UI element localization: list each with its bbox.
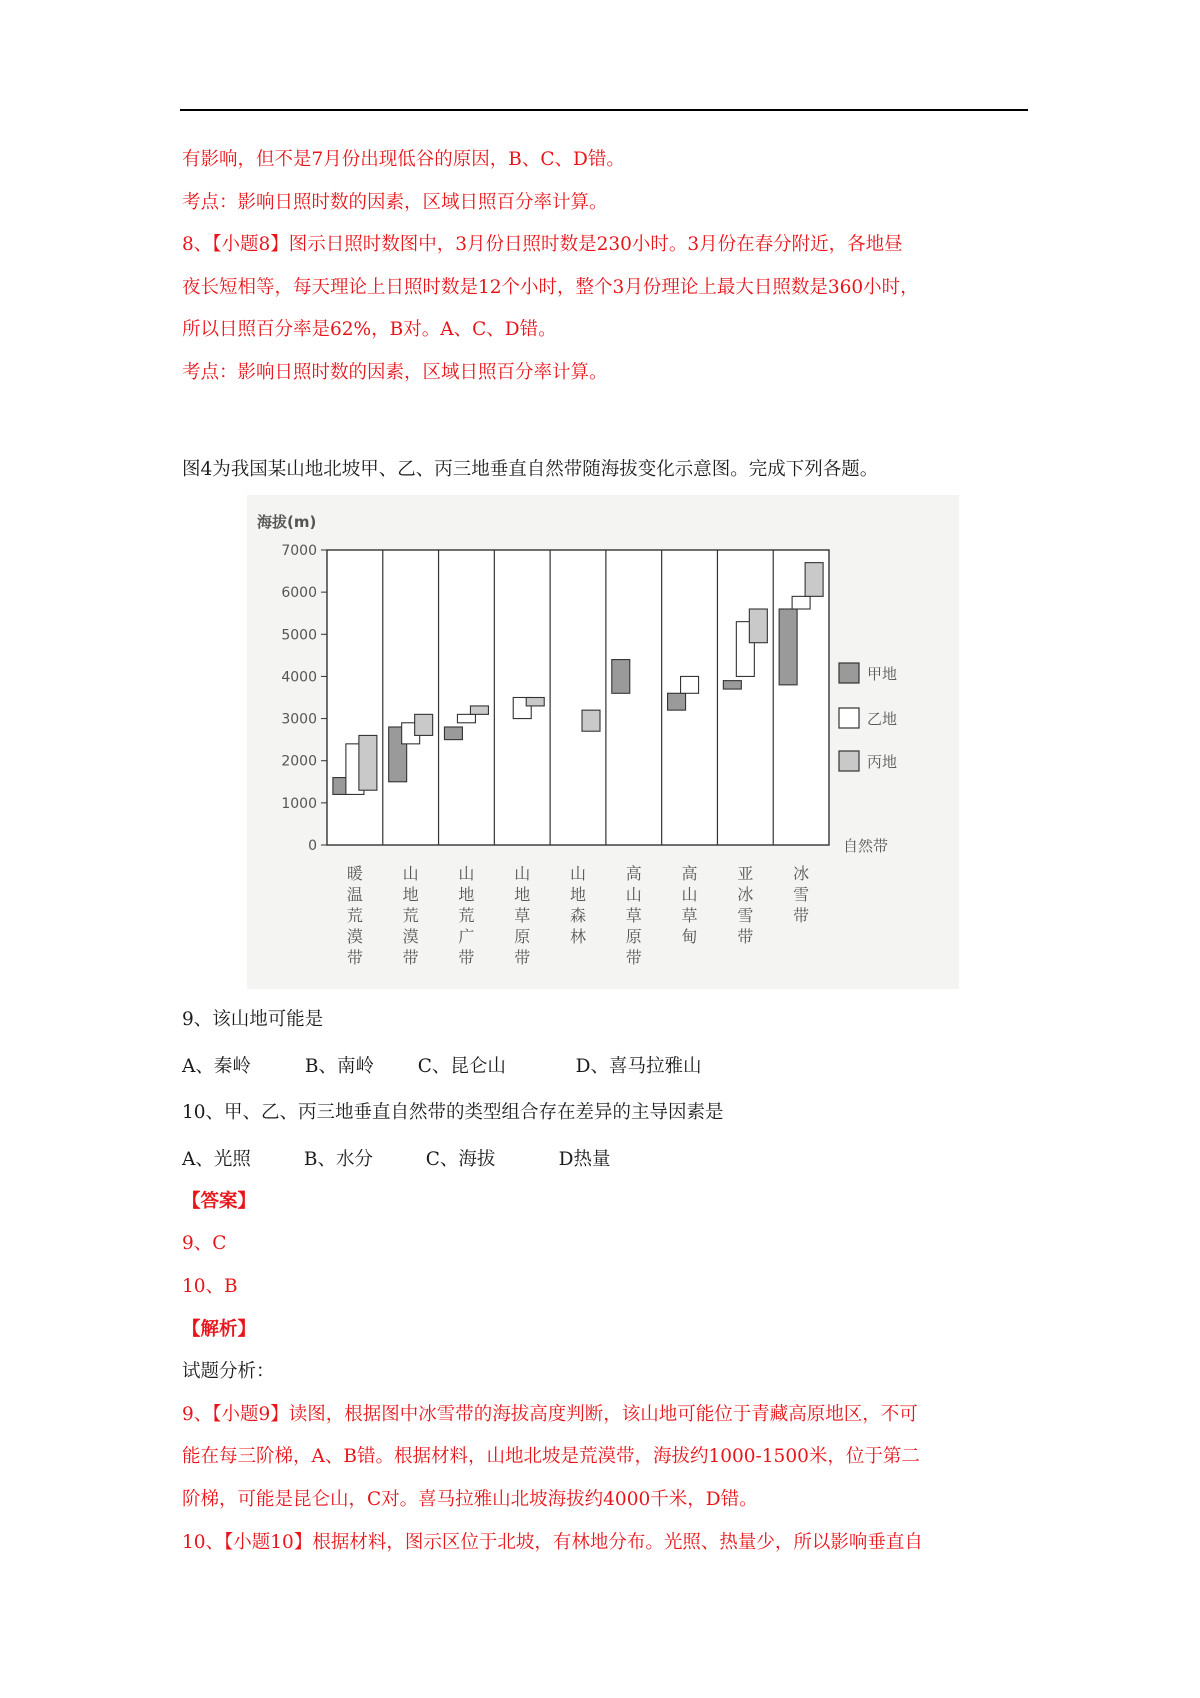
y-tick-label: 3000 <box>281 711 317 728</box>
q9-option-b[interactable]: B、南岭 <box>304 1056 374 1077</box>
range-bar-甲地-2 <box>444 727 462 740</box>
y-tick-label: 7000 <box>281 543 317 559</box>
answer-heading: 【答案】 <box>182 1191 257 1212</box>
explanation-line-1: 9、【小题9】读图，根据图中冰雪带的海拔高度判断，该山地可能位于青藏高原地区，不可 <box>182 1404 918 1425</box>
range-bar-乙地-8 <box>792 596 810 609</box>
legend-label: 乙地 <box>867 710 898 728</box>
y-tick-label: 2000 <box>281 753 317 770</box>
explanation-line-2: 能在每三阶梯，A、B错。根据材料，山地北坡是荒漠带，海拔约1000-1500米，位于第二 <box>182 1446 920 1467</box>
legend-swatch <box>839 751 859 771</box>
y-tick-label: 1000 <box>281 795 317 812</box>
answer-line-4: 夜长短相等，每天理论上日照时数是12个小时，整个3月份理论上最大日照数是360小时， <box>182 277 919 298</box>
category-label: 高山草原带 <box>625 864 642 967</box>
question-9-options <box>182 1055 702 1079</box>
figure-intro: 图4为我国某山地北坡甲、乙、丙三地垂直自然带随海拔变化示意图。完成下列各题。 <box>182 459 879 480</box>
plot-frame <box>327 550 829 845</box>
range-bar-丙地-7 <box>749 609 767 643</box>
category-label: 高山草甸 <box>681 864 698 946</box>
range-bar-丙地-3 <box>526 698 544 706</box>
category-label: 冰雪带 <box>793 864 810 925</box>
analysis-label: 试题分析： <box>182 1361 275 1382</box>
category-label: 山地森林 <box>569 864 587 946</box>
category-label: 亚冰雪带 <box>737 864 754 946</box>
y-tick-label: 0 <box>308 838 317 854</box>
q10-option-b[interactable]: B、水分 <box>303 1149 373 1170</box>
answer-line-3: 8、【小题8】图示日照时数图中，3月份日照时数是230小时。3月份在春分附近，各地昼 <box>182 234 903 255</box>
legend-label: 甲地 <box>867 665 898 683</box>
range-bar-丙地-8 <box>805 563 823 597</box>
y-axis-label: 海拔(m) <box>257 513 317 531</box>
analysis-heading: 【解析】 <box>182 1319 257 1340</box>
legend-swatch <box>839 708 859 728</box>
range-bar-丙地-2 <box>470 706 488 714</box>
range-bar-甲地-6 <box>668 693 686 710</box>
q9-option-c[interactable]: C、昆仑山 <box>417 1056 506 1077</box>
figure-4-chart <box>247 495 959 989</box>
range-bar-甲地-8 <box>779 609 797 685</box>
explanation-line-3: 阶梯，可能是昆仑山，C对。喜马拉雅山北坡海拔约4000千米，D错。 <box>182 1489 758 1510</box>
answer-line-2: 考点：影响日照时数的因素，区域日照百分率计算。 <box>182 192 608 213</box>
question-10-options <box>182 1148 611 1172</box>
question-10: 10、甲、乙、丙三地垂直自然带的类型组合存在差异的主导因素是 <box>182 1102 724 1123</box>
category-label: 暖温荒漠带 <box>346 864 363 967</box>
answer-line-6: 考点：影响日照时数的因素，区域日照百分率计算。 <box>182 362 608 383</box>
q10-option-c[interactable]: C、海拔 <box>425 1149 496 1170</box>
answer-line-1: 有影响，但不是7月份出现低谷的原因，B、C、D错。 <box>182 149 625 170</box>
y-tick-label: 6000 <box>281 585 317 602</box>
category-label: 山地草原带 <box>514 864 531 967</box>
explanation-line-4: 10、【小题10】根据材料，图示区位于北坡，有林地分布。光照、热量少，所以影响垂直自 <box>182 1532 923 1553</box>
answer-line-5: 所以日照百分率是62%，B对。A、C、D错。 <box>182 319 557 340</box>
q10-option-a[interactable]: A、光照 <box>182 1149 251 1170</box>
y-tick-label: 4000 <box>281 669 317 686</box>
y-tick-label: 5000 <box>281 627 317 644</box>
range-bar-丙地-1 <box>415 714 433 735</box>
range-bar-乙地-6 <box>681 676 699 693</box>
q10-option-d[interactable]: D热量 <box>558 1149 611 1170</box>
x-axis-label: 自然带 <box>843 837 889 855</box>
q9-option-a[interactable]: A、秦岭 <box>182 1056 251 1077</box>
legend-label: 丙地 <box>867 753 898 771</box>
answer-10: 10、B <box>182 1276 238 1297</box>
answer-9: 9、C <box>182 1233 227 1254</box>
range-bar-甲地-5 <box>612 660 630 694</box>
q9-option-d[interactable]: D、喜马拉雅山 <box>575 1056 702 1077</box>
category-label: 山地荒漠带 <box>402 864 419 967</box>
range-bar-甲地-7 <box>723 681 741 689</box>
question-9: 9、该山地可能是 <box>182 1009 324 1030</box>
category-label: 山地荒广带 <box>458 864 475 967</box>
header-rule <box>180 109 1028 111</box>
range-bar-丙地-0 <box>359 735 377 790</box>
legend-swatch <box>839 663 859 683</box>
range-bar-乙地-2 <box>457 714 475 722</box>
range-bar-丙地-4 <box>582 710 600 731</box>
